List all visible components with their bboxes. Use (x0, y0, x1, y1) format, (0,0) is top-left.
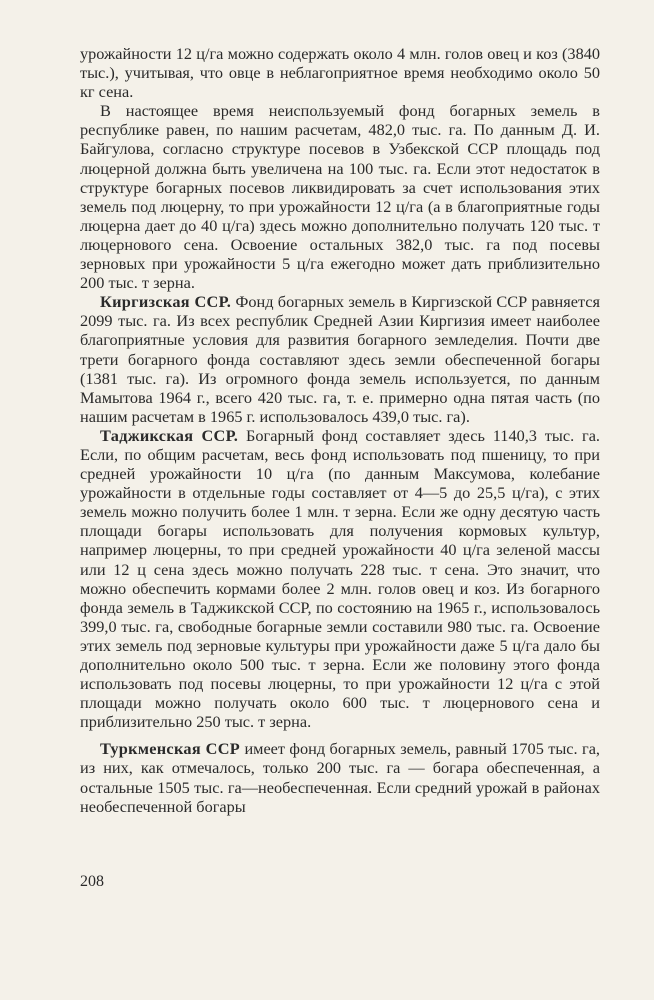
paragraph-kirghiz-ssr (80, 292, 600, 426)
paragraph-turkmen-ssr (80, 739, 600, 815)
section-heading-kirghiz: Киргизская ССР. (100, 292, 232, 312)
page-number: 208 (80, 873, 104, 890)
paragraph-continuation: урожайности 12 ц/га можно содержать около 4 млн. голов овец и коз (3840 тыс.), учитывая, что овце в неблагоприятное время необходимо около 50 кг сена. (80, 44, 600, 102)
page-body (80, 44, 600, 816)
paragraph-tajik-ssr (80, 426, 600, 732)
paragraph-text: имеет фонд богарных земель, равный 1705 тыс. га, из них, как отмечалось, только 200 тыс. га — богара обеспеченная, а остальные 1505 тыс. га—необеспеченная. Если средний урожай в районах необеспеченной богары (80, 739, 600, 816)
section-heading-turkmen: Туркменская ССР (100, 739, 241, 759)
paragraph-text: Фонд богарных земель в Киргизской ССР равняется 2099 тыс. га. Из всех республик Средней Азии Киргизия имеет наиболее благоприятные условия для развития богарного земледелия. Почти две трети богарного фонда составляют здесь земли обеспеченной богары (1381 тыс. га). Из огромного фонда земель используется, по данным Мамытова 1964 г., всего 420 тыс. га, т. е. примерно одна пятая часть (по нашим расчетам в 1965 г. использовалось 439,0 тыс. га). (80, 292, 600, 426)
paragraph-uzbek-ssr: В настоящее время неиспользуемый фонд богарных земель в республике равен, по нашим расчетам, 482,0 тыс. га. По данным Д. И. Байгулова, согласно структуре посевов в Узбекской ССР площадь под люцерной должна быть увеличена на 100 тыс. га. Если этот недостаток в структуре богарных посевов ликвидировать за счет использования этих земель под люцерну, то при урожайности 12 ц/га (а в благоприятные годы люцерна дает до 40 ц/га) здесь можно дополнительно получать 120 тыс. т люцернового сена. Освоение остальных 382,0 тыс. га под посевы зерновых при урожайности 5 ц/га ежегодно может дать приблизительно 200 тыс. т зерна. (80, 101, 600, 293)
section-heading-tajik: Таджикская ССР. (100, 425, 239, 445)
paragraph-text: Богарный фонд составляет здесь 1140,3 тыс. га. Если, по общим расчетам, весь фонд использовать под пшеницу, то при средней урожайности 10 ц/га (по данным Максумова, колебание урожайности в отдельные годы составляет от 4—5 до 25,5 ц/га), с этих земель можно получить более 1 млн. т зерна. Если же одну десятую часть площади богары использовать для получения кормовых культур, например люцерны, то при средней урожайности 40 ц/га зеленой массы или 12 ц сена здесь можно получать 228 тыс. т сена. Это значит, что можно обеспечить кормами более 2 млн. голов овец и коз. Из богарного фонда земель в Таджикской ССР, по состоянию на 1965 г., использовалось 399,0 тыс. га, свободные богарные земли составили 980 тыс. га. Освоение этих земель под зерновые культуры при урожайности даже 5 ц/га дало бы дополнительно около 500 тыс. т зерна. Если же половину этого фонда использовать под посевы люцерны, то при урожайности 12 ц/га с этой площади можно получать около 600 тыс. т люцернового сена и приблизительно 250 тыс. т зерна. (80, 425, 600, 732)
